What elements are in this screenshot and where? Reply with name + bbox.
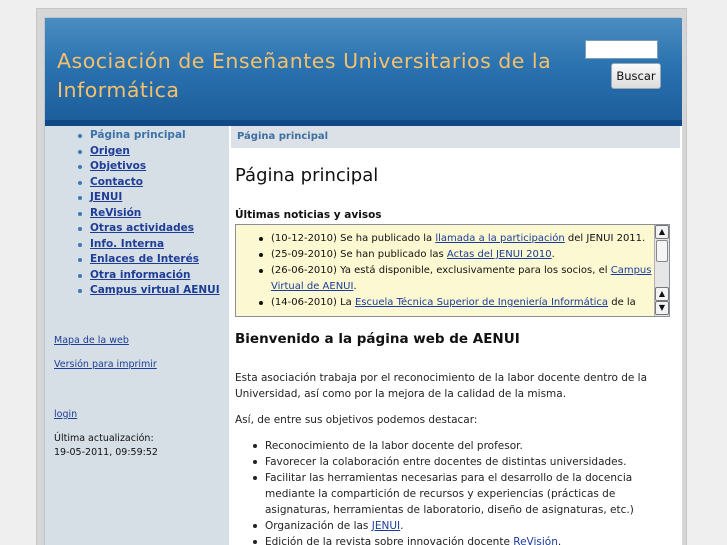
intro-paragraph: Esta asociación trabaja por el reconocimiento de la labor docente dentro de la Universidad, así como por la mejora de la calidad de la misma. xyxy=(235,372,648,400)
sidebar-link-otra-informacion[interactable]: Otra información xyxy=(90,268,191,281)
sidebar-item-contacto xyxy=(77,175,220,191)
sidebar-item-otras-actividades xyxy=(77,221,220,237)
search-input[interactable] xyxy=(585,40,658,59)
sidebar-link-campus-virtual[interactable]: Campus virtual AENUI xyxy=(90,284,220,296)
sidebar-link-origen[interactable]: Origen xyxy=(90,144,130,157)
news-scroll-box[interactable] xyxy=(235,224,670,317)
welcome-heading: Bienvenido a la página web de AENUI xyxy=(235,331,520,347)
news-item: (10-12-2010) Se ha publicado la llamada a la participación del JENUI 2011. xyxy=(256,231,656,247)
print-version-link[interactable]: Versión para imprimir xyxy=(54,359,157,370)
scroll-up-icon[interactable]: ▲ xyxy=(655,225,669,239)
sidebar-item-info-interna xyxy=(77,237,220,253)
sidebar-item-otra-informacion xyxy=(77,268,220,284)
sidebar-item-origen xyxy=(77,144,220,160)
sitemap-link[interactable]: Mapa de la web xyxy=(54,335,129,346)
objectives-intro: Así, de entre sus objetivos podemos destacar: xyxy=(235,414,478,426)
scroll-down-icon[interactable]: ▼ xyxy=(655,301,669,315)
news-scrollbar[interactable] xyxy=(654,225,669,316)
breadcrumb-bar xyxy=(231,126,680,148)
breadcrumb: Página principal xyxy=(237,131,329,142)
sidebar-link-jenui[interactable]: JENUI xyxy=(90,191,123,203)
sidebar-link-info-interna[interactable]: Info. Interna xyxy=(90,237,165,250)
scrollbar-thumb[interactable] xyxy=(656,240,668,262)
news-heading: Últimas noticias y avisos xyxy=(235,209,382,221)
list-item: Organización de las JENUI. xyxy=(253,518,673,534)
news-link[interactable]: Actas del JENUI 2010 xyxy=(446,249,552,260)
sidebar-link-objetivos[interactable]: Objetivos xyxy=(90,160,147,172)
sidebar-nav xyxy=(77,128,220,299)
sidebar-link-enlaces[interactable]: Enlaces de Interés xyxy=(90,253,199,265)
sidebar-item-campus-virtual xyxy=(77,283,220,299)
page-title: Página principal xyxy=(235,165,379,186)
site-header xyxy=(45,18,682,120)
login-link[interactable]: login xyxy=(54,409,78,420)
sidebar-link-contacto[interactable]: Contacto xyxy=(90,175,143,188)
last-update-label: Última actualización: xyxy=(54,433,154,444)
news-item: (14-06-2010) La Escuela Técnica Superior de Ingeniería Informática de la xyxy=(256,295,656,311)
list-item: Reconocimiento de la labor docente del profesor. xyxy=(253,438,673,454)
sidebar-item-enlaces xyxy=(77,252,220,268)
sidebar-link-revision[interactable]: ReVisión xyxy=(90,206,142,219)
main-content xyxy=(229,126,682,545)
sidebar-item-objetivos xyxy=(77,159,220,175)
sidebar-item-jenui xyxy=(77,190,220,206)
site-title: Asociación de Enseñantes Universitarios de la Informática xyxy=(57,49,552,102)
list-item: Edición de la revista sobre innovación docente ReVisión. xyxy=(253,534,673,545)
revision-link[interactable]: ReVisión xyxy=(513,536,558,545)
news-link[interactable]: llamada a la participación xyxy=(435,233,565,244)
sidebar-link-otras-actividades[interactable]: Otras actividades xyxy=(90,222,194,234)
sidebar xyxy=(45,126,229,545)
objectives-list xyxy=(253,438,673,545)
search-button[interactable]: Buscar xyxy=(611,63,661,89)
list-item: Favorecer la colaboración entre docentes de distintas universidades. xyxy=(253,454,673,470)
last-update-value: 19-05-2011, 09:59:52 xyxy=(54,447,158,458)
page-container xyxy=(44,17,681,545)
jenui-link[interactable]: JENUI xyxy=(371,520,401,532)
sidebar-item-revision xyxy=(77,206,220,222)
news-link[interactable]: Escuela Técnica Superior de Ingeniería Informática xyxy=(354,297,609,308)
scroll-up-icon[interactable]: ▲ xyxy=(655,287,669,301)
news-item: (25-09-2010) Se han publicado las Actas del JENUI 2010. xyxy=(256,247,656,263)
news-list xyxy=(256,231,656,311)
news-link[interactable]: Campus Virtual de AENUI xyxy=(271,265,652,292)
news-item: (26-06-2010) Ya está disponible, exclusivamente para los socios, el Campus Virtual de AENUI. xyxy=(256,263,656,295)
list-item: Facilitar las herramientas necesarias para el desarrollo de la docencia mediante la compartición de recursos y experiencias (prácticas de asignaturas, herramientas de laboratorio, diseño de asignaturas, etc.) xyxy=(253,470,673,518)
sidebar-item-pagina-principal: Página principal xyxy=(77,128,220,144)
